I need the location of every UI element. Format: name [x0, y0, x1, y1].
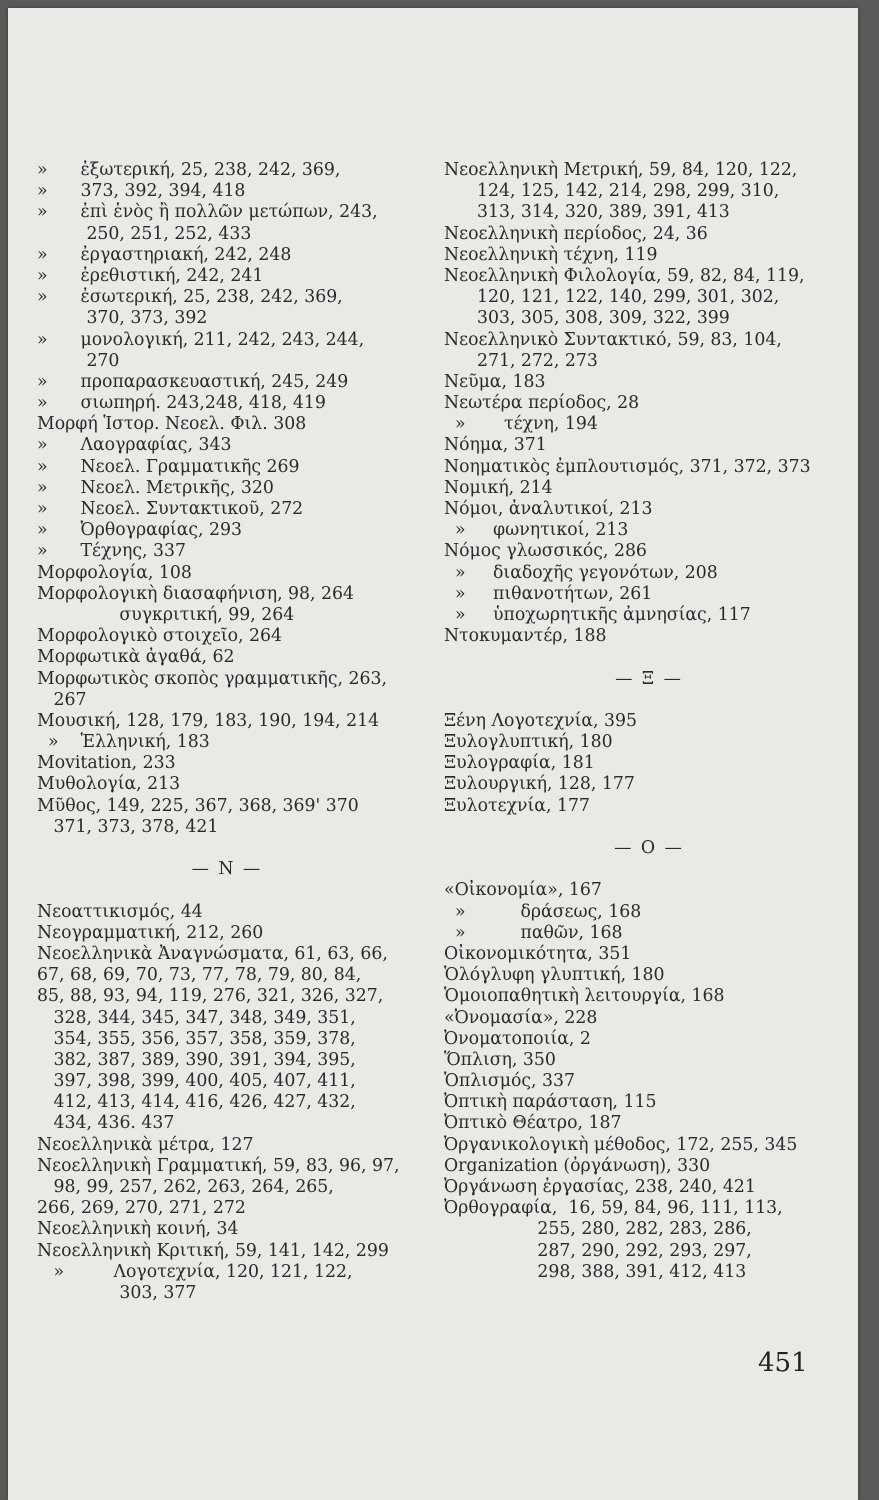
- index-entry: Μορφή Ἱστορ. Νεοελ. Φιλ. 308: [37, 414, 307, 435]
- index-entry: Οἰκονομικότητα, 351: [444, 943, 632, 964]
- index-entry: 287, 290, 292, 293, 297,: [444, 1240, 752, 1261]
- index-entry: » ἐξωτερική, 25, 238, 242, 369,: [37, 160, 341, 180]
- section-letter-heading: — Ξ —: [615, 668, 683, 689]
- index-entry: 397, 398, 399, 400, 405, 407, 411,: [37, 1071, 356, 1092]
- index-entry: Νοηματικὸς ἐμπλουτισμός, 371, 372, 373: [444, 456, 811, 477]
- index-entry: » Λαογραφίας, 343: [37, 435, 232, 456]
- index-entry: Μῦθος, 149, 225, 367, 368, 369' 370: [37, 795, 359, 816]
- index-entry: Ξένη Λογοτεχνία, 395: [444, 710, 637, 731]
- index-entry: Νεοελληνικὴ τέχνη, 119: [444, 244, 658, 265]
- index-entry: 267: [37, 689, 87, 710]
- index-entry: » 373, 392, 394, 418: [37, 181, 246, 202]
- index-entry: Organization (ὀργάνωση), 330: [444, 1155, 711, 1176]
- index-entry: » Τέχνης, 337: [37, 541, 186, 562]
- index-entry: Νομική, 214: [444, 477, 553, 498]
- index-entry: Μορφωτικὸς σκοπὸς γραμματικῆς, 263,: [37, 668, 388, 689]
- index-entry: 313, 314, 320, 389, 391, 413: [444, 202, 730, 223]
- index-entry: 67, 68, 69, 70, 73, 77, 78, 79, 80, 84,: [37, 965, 362, 986]
- index-entry: » Νεοελ. Γραμματικῆς 269: [37, 456, 300, 477]
- index-entry: 124, 125, 142, 214, 298, 299, 310,: [444, 181, 780, 202]
- index-entry: » τέχνη, 194: [444, 414, 598, 435]
- index-entry: 271, 272, 273: [444, 350, 598, 371]
- index-entry: » ἐργαστηριακή, 242, 248: [37, 244, 292, 265]
- spacer: [37, 880, 417, 901]
- index-entry: Ὀνοματοποιία, 2: [444, 1028, 591, 1049]
- index-entry: 412, 413, 414, 416, 426, 427, 432,: [37, 1092, 356, 1113]
- index-entry: Ὁμοιοπαθητικὴ λειτουργία, 168: [444, 986, 725, 1007]
- index-entry: Ξυλουργική, 128, 177: [444, 774, 635, 795]
- index-entry: Ὁλόγλυφη γλυπτική, 180: [444, 965, 665, 986]
- index-entry: συγκριτική, 99, 264: [37, 604, 295, 625]
- index-entry: » διαδοχῆς γεγονότων, 208: [444, 562, 718, 583]
- index-entry: Ὀπτικὸ Θέατρο, 187: [444, 1113, 622, 1134]
- index-entry: Μορφολογία, 108: [37, 562, 192, 583]
- spacer: [444, 647, 854, 668]
- index-entry: Νεοελληνικὴ Μετρική, 59, 84, 120, 122,: [444, 160, 798, 180]
- index-entry: Νεοελληνικὴ κοινή, 34: [37, 1219, 239, 1240]
- index-entry: Νεοελληνικὰ μέτρα, 127: [37, 1134, 254, 1155]
- spacer: [444, 859, 854, 880]
- index-entry: 382, 387, 389, 390, 391, 394, 395,: [37, 1049, 356, 1070]
- index-entry: 328, 344, 345, 347, 348, 349, 351,: [37, 1007, 356, 1028]
- spacer: [37, 838, 417, 859]
- index-entry: 266, 269, 270, 271, 272: [37, 1198, 246, 1219]
- index-entry: Ὀρθογραφία, 16, 59, 84, 96, 111, 113,: [444, 1198, 783, 1219]
- index-entry: 250, 251, 252, 433: [37, 223, 252, 244]
- spacer: [444, 817, 854, 838]
- index-entry: 354, 355, 356, 357, 358, 359, 378,: [37, 1028, 356, 1049]
- index-entry: Ὀπτικὴ παράσταση, 115: [444, 1092, 657, 1113]
- spacer: [444, 690, 854, 711]
- index-entry: Ὁπλισμός, 337: [444, 1071, 576, 1092]
- index-entry: Μουσική, 128, 179, 183, 190, 194, 214: [37, 710, 380, 731]
- index-entry: Νεοελληνικὴ περίοδος, 24, 36: [444, 223, 708, 244]
- index-entry: Νεοελληνικὴ Κριτική, 59, 141, 142, 299: [37, 1240, 389, 1261]
- index-entry: 85, 88, 93, 94, 119, 276, 321, 326, 327,: [37, 986, 384, 1007]
- index-entry: Νεογραμματική, 212, 260: [37, 922, 264, 943]
- index-entry: 298, 388, 391, 412, 413: [444, 1261, 747, 1282]
- index-entry: » παθῶν, 168: [444, 922, 623, 943]
- index-entry: «Οἰκονομία», 167: [444, 880, 602, 901]
- section-letter-heading: — Ν —: [191, 859, 263, 880]
- index-entry: «Ὀνομασία», 228: [444, 1007, 598, 1028]
- index-entry: Νόμος γλωσσικός, 286: [444, 541, 647, 562]
- index-entry: Μορφολογικὴ διασαφήνιση, 98, 264: [37, 583, 355, 604]
- index-entry: Νεοαττικισμός, 44: [37, 901, 203, 922]
- index-entry: Ὀργανικολογικὴ μέθοδος, 172, 255, 345: [444, 1134, 798, 1155]
- index-entry: Νεωτέρα περίοδος, 28: [444, 393, 640, 414]
- index-entry: Μορφωτικὰ ἀγαθά, 62: [37, 647, 235, 668]
- index-entry: Ὀργάνωση ἐργασίας, 238, 240, 421: [444, 1177, 756, 1197]
- index-entry: 98, 99, 257, 262, 263, 264, 265,: [37, 1177, 334, 1197]
- index-entry: 270: [37, 350, 120, 371]
- index-entry: Νεοελληνικὴ Γραμματική, 59, 83, 96, 97,: [37, 1155, 400, 1176]
- index-entry: » πιθανοτήτων, 261: [444, 583, 653, 604]
- index-entry: 370, 373, 392: [37, 308, 208, 329]
- index-entry: Νεῦμα, 183: [444, 371, 546, 392]
- index-column-right: [444, 160, 854, 1283]
- index-entry: 371, 373, 378, 421: [37, 816, 219, 837]
- index-entry: » ἐσωτερική, 25, 238, 242, 369,: [37, 287, 343, 308]
- index-entry: » ἐρεθιστική, 242, 241: [37, 265, 264, 286]
- index-entry: Νόμοι, ἀναλυτικοί, 213: [444, 499, 653, 519]
- index-entry: » προπαρασκευαστική, 245, 249: [37, 371, 349, 392]
- index-entry: Movitation, 233: [37, 753, 176, 774]
- index-entry: » μονολογική, 211, 242, 243, 244,: [37, 329, 365, 350]
- index-entry: Νεοελληνικὴ Φιλολογία, 59, 82, 84, 119,: [444, 265, 805, 286]
- index-entry: Ντοκυμαντέρ, 188: [444, 626, 607, 647]
- index-entry: Νεοελληνικὰ Ἀναγνώσματα, 61, 63, 66,: [37, 943, 388, 964]
- index-entry: » ὑποχωρητικῆς ἀμνησίας, 117: [444, 604, 751, 625]
- index-entry: » Ὀρθογραφίας, 293: [37, 520, 243, 541]
- index-entry: Ξυλοτεχνία, 177: [444, 795, 590, 816]
- index-entry: 120, 121, 122, 140, 299, 301, 302,: [444, 287, 780, 308]
- index-entry: » Λογοτεχνία, 120, 121, 122,: [37, 1261, 353, 1282]
- section-letter-heading: — Ο —: [614, 838, 684, 858]
- index-entry: » φωνητικοί, 213: [444, 520, 629, 541]
- book-page: [8, 8, 858, 1500]
- index-entry: 303, 305, 308, 309, 322, 399: [444, 308, 730, 329]
- index-entry: » Νεοελ. Μετρικῆς, 320: [37, 477, 274, 498]
- index-entry: » Ἑλληνική, 183: [37, 732, 210, 753]
- index-entry: 303, 377: [37, 1282, 197, 1303]
- index-entry: 434, 436. 437: [37, 1113, 175, 1134]
- index-entry: » ἐπὶ ἑνὸς ἢ πολλῶν μετώπων, 243,: [37, 202, 378, 223]
- index-entry: Ξυλογλυπτική, 180: [444, 732, 613, 753]
- index-entry: Ξυλογραφία, 181: [444, 753, 595, 774]
- index-entry: » Νεοελ. Συντακτικοῦ, 272: [37, 499, 304, 519]
- index-entry: Νόημα, 371: [444, 435, 547, 456]
- page-number: 451: [758, 1348, 808, 1378]
- index-entry: Νεοελληνικὸ Συντακτικό, 59, 83, 104,: [444, 329, 782, 350]
- index-column-left: [37, 160, 417, 1304]
- index-entry: » δράσεως, 168: [444, 901, 642, 922]
- index-entry: Ὅπλιση, 350: [444, 1049, 556, 1070]
- index-entry: 255, 280, 282, 283, 286,: [444, 1219, 752, 1240]
- index-entry: Μορφολογικὸ στοιχεῖο, 264: [37, 626, 283, 647]
- index-entry: Μυθολογία, 213: [37, 774, 181, 795]
- index-entry: » σιωπηρή. 243,248, 418, 419: [37, 393, 326, 414]
